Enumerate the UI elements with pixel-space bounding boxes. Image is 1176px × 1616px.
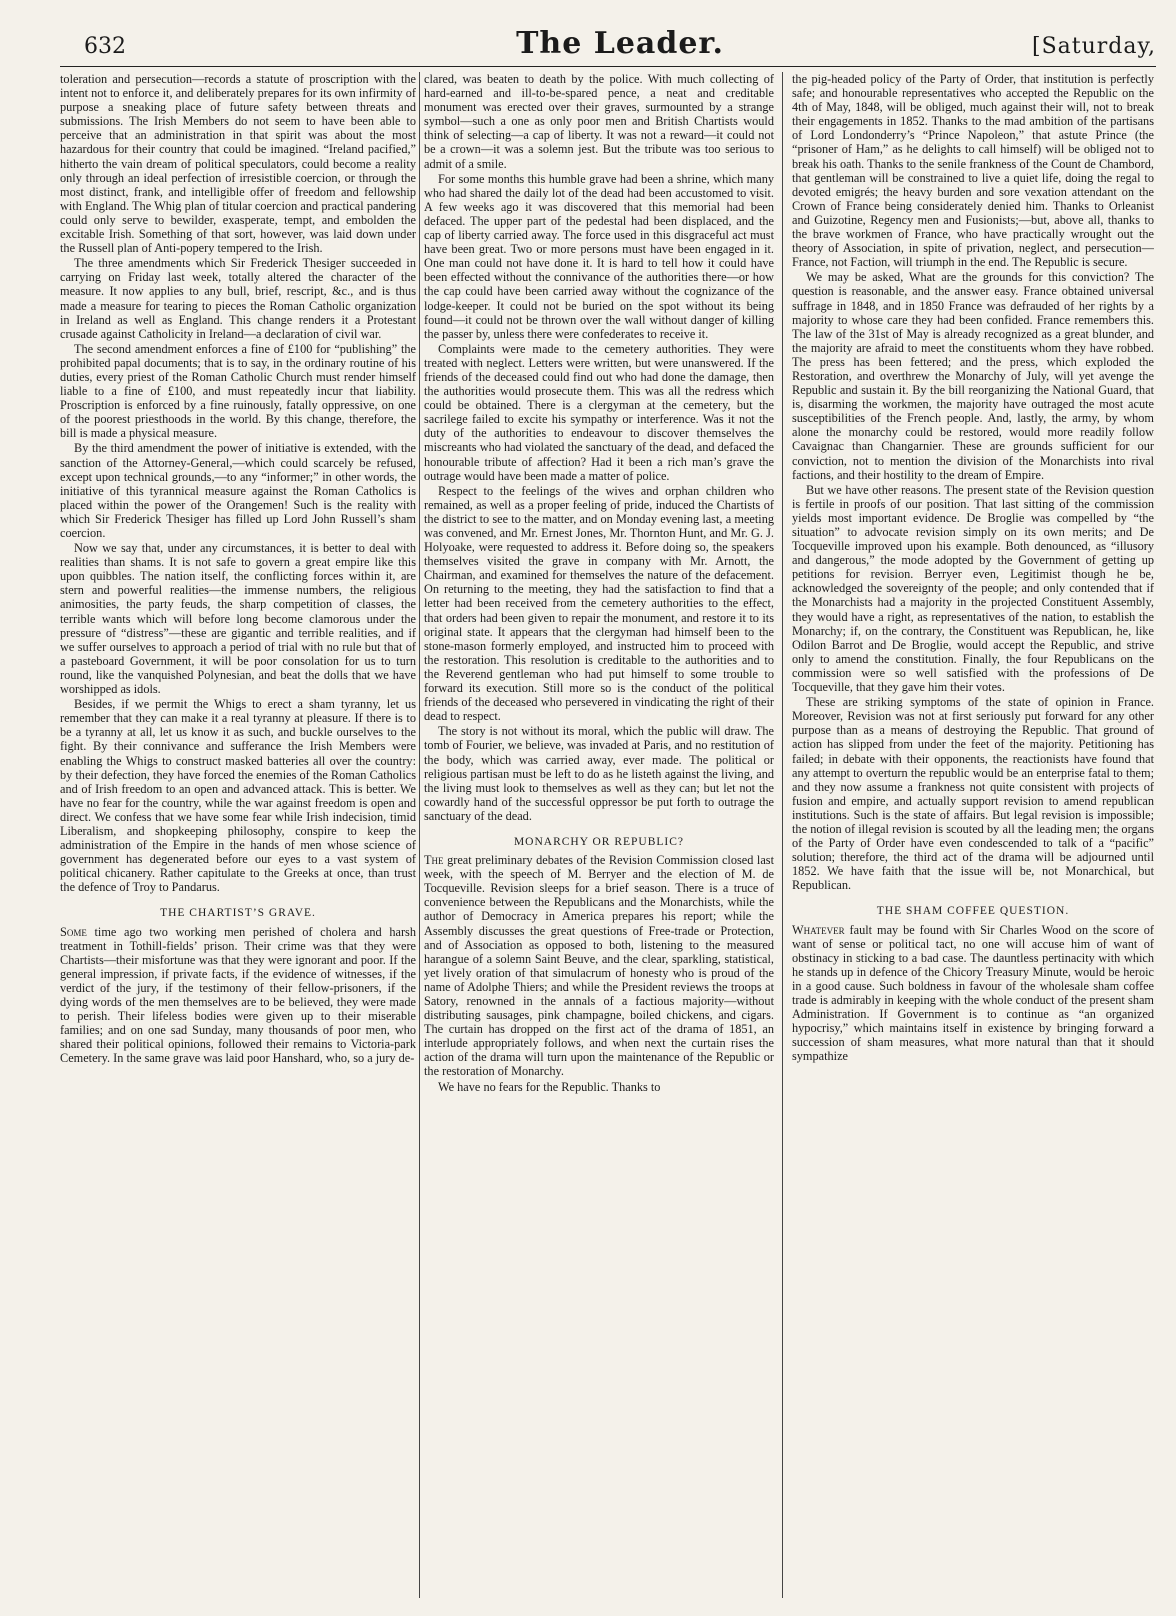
paragraph: We have no fears for the Republic. Thanks to: [438, 1079, 661, 1094]
article-heading: THE SHAM COFFEE QUESTION.: [876, 905, 1070, 918]
column-1: [60, 72, 416, 1598]
issue-day: [Saturday,: [1032, 34, 1156, 59]
paragraph: clared, was beaten to death by the police. With much collecting of hard-earned and ill-to-be-spared pence, a neat and creditable monument was erected over their graves, surmounted by a strange symbol—such a one as only poor men and British Chartists would think of selecting—a cap of liberty. It was not a reward—it could not be a crown—it was a solemn jest. But the tribute was too serious to admit of a smile.: [424, 72, 774, 171]
paragraph: Besides, if we permit the Whigs to erect a sham tyranny, let us remember that they can make it a real tyranny at pleasure. If there is to be a tyranny at all, let us know it as such, and buckle ourselves to the fight. By their connivance and sufferance the Irish Members were enabling the Whigs to construct masked batteries all over the country: by their defection, they have forced the enemies of the Roman Catholics and of Irish freedom to an open and advanced attack. This is better. We have no fear for the country, while the war against freedom is open and direct. We confess that we have some fear while Irish indecision, timid Liberalism, and shopkeeping philosophy, conspire to keep the administration of the Empire in the hands of men whose science of government has degenerated before our eyes to a vast system of political chicanery. Rather capitulate to the Greeks at once, than trust the defence of Troy to Pandarus.: [60, 697, 416, 895]
paragraph: toleration and persecution—records a statute of proscription with the intent not to enforce it, and deliberately prepares for its own infirmity of purpose a sneaking place of future safety between threats and submissions. The Irish Members do not seem to have been able to perceive that an administration in that spirit was about the most hazardous for their country that could be imagined. “Ireland pacified,” hitherto the vain dream of political speculators, could become a reality only through an ideal perfection of irresistible coercion, or through the most distinct, frank, and intelligible offer of freedom and fellowship with England. The Whig plan of titular coercion and practical pandering could only serve to bewilder, exasperate, tempt, and embolden the excitable Irish. Something of that sort, however, was laid down under the Russell plan of Anti-popery tempered to the Irish.: [60, 72, 416, 256]
paragraph: [792, 923, 1154, 1064]
lead-word: Whatever: [792, 922, 845, 937]
paragraph: The second amendment enforces a fine of £100 for “publishing” the prohibited papal documents; that is to say, in the ordinary routine of his duties, every priest of the Roman Catholic Church must render himself liable to a fine of £100, and must repeatedly incur that liability. Proscription is enforced by a fine ruinously, fatally oppressive, on one of the poorest priesthoods in the world. By this change, therefore, the bill is made a physical measure.: [60, 341, 416, 441]
paragraph: By the third amendment the power of initiative is extended, with the sanction of the Attorney-General,—which could scarcely be refused, except upon technical grounds,—to any “informer;” in other words, the initiative of this tyrannical measure against the Roman Catholics is placed within the power of the Orangemen! Such is the reality with which Sir Frederick Thesiger has filled up Lord John Russell’s sham coercion.: [60, 441, 416, 540]
column-3: [792, 72, 1154, 1598]
paragraph: Respect to the feelings of the wives and orphan children who remained, as well as a proper feeling of pride, induced the Chartists of the district to see to the matter, and on Monday evening last, a meeting was convened, and Mr. Ernest Jones, Mr. Thornton Hunt, and Mr. G. J. Holyoake, were requested to address it. Before doing so, the speakers themselves visited the grave in company with Mr. Arnott, the Chairman, and examined for themselves the nature of the defacement. On returning to the meeting, they had the satisfaction to find that a letter had been received from the cemetery authorities to the effect, that orders had been given to repair the monument, and restore it to its original state. It appears that the clergyman had himself been to the stone-mason formerly employed, and instructed him to proceed with the restoration. This resolution is creditable to the authorities and to the Reverend gentleman who had put himself to some trouble to forward its execution. Still more so is the conduct of the political friends of the deceased who persevered in vindicating the right of their dead to respect.: [424, 483, 774, 724]
paragraph: These are striking symptoms of the state of opinion in France. Moreover, Revision was not at first seriously put forward for any other purpose than as a means of destroying the Republic. That ground of action has slipped from under the feet of the majority. Petitioning has failed; in debate with their opponents, the reactionists have found that any attempt to overturn the republic would be an enterprise fatal to them; and they now assume a frankness not quite consistent with projects of fusion and empire, and actually support revision to amend republican institutions. Such is the state of affairs. But legal revision is impossible; the notion of illegal revision is scouted by all the leading men; the organs of the Party of Order have even condescended to talk of a “pacific” solution; therefore, the third act of the drama will be adjourned until 1852. We have faith that the issue will be, not Monarchical, but Republican.: [792, 695, 1154, 893]
column-divider: [782, 72, 783, 1598]
paragraph-body: great preliminary debates of the Revision Commission closed last week, with the speech of M. Berryer and the election of M. de Tocqueville. Revision sleeps for a brief season. There is a truce of convenience between the Republicans and the Monarchists, while the author of Democracy in America prepares his report; while the Assembly discusses the great questions of Free-trade or Protection, and of Association as opposed to both, listening to the measured harangue of a solemn Saint Beuve, and the clear, sparkling, statistical, yet lively oration of that simulacrum of honesty who is proud of the name of Adolphe Thiers; and while the President reviews the troops at Satory, renowned in the annals of a factious majority—without distributing sausages, pink champagne, boiled chickens, and cigars. The curtain has dropped on the first act of the drama of 1851, an interlude appropriately follows, and when next the curtain rises the action of the drama will turn upon the maintenance of the Republic or the restoration of Monarchy.: [424, 853, 774, 1079]
paragraph: The three amendments which Sir Frederick Thesiger succeeded in carrying on Friday last week, totally altered the character of the measure. It now applies to any bull, brief, rescript, &c., and is thus made a measure for tearing to pieces the Roman Catholic organization in Ireland as well as England. This change renders it a Protestant crusade against Catholicity in Ireland—a declaration of civil war.: [60, 256, 416, 341]
paragraph-body: time ago two working men perished of cholera and harsh treatment in Tothill-fields’ prison. Their crime was that they were Chartists—their misfortune was that they were ignorant and poor. If the general impression, if private facts, if the evidence of witnesses, if the verdict of the jury, if the testimony of their fellow-prisoners, if the dying words of the men themselves are to be believed, they were made to perish. Their lifeless bodies were given up to their miserable families; and on one sad Sunday, many thousands of poor men, who shared their political opinions, followed their remains to Victoria-park Cemetery. In the same grave was laid poor Hanshard, who, so a jury de-: [60, 924, 416, 1066]
page-number: 632: [84, 34, 126, 59]
paragraph: [60, 925, 416, 1066]
paragraph: But we have other reasons. The present state of the Revision question is fertile in proofs of our position. That last sitting of the commission yields most important evidence. De Broglie was compelled by “the situation” to advocate revision simply on its own merits; and De Tocqueville improved upon his example. Both denounced, as “illusory and dangerous,” the mode adopted by the Government of getting up petitions for revision. Berryer even, Legitimist though he be, acknowledged the sovereignty of the people; and only contended that if the Monarchists had a majority in the projected Constituent Assembly, they would have a right, as representatives of the nation, to establish the Monarchy; if, on the contrary, the Constituent was Republican, he, like Odilon Barrot and De Broglie, would accept the Republic, and strive only to amend the constitution. Finally, the four Republicans on the commission were so well satisfied with the professions of De Tocqueville, that they gave him their votes.: [792, 482, 1154, 695]
lead-word: Some: [60, 924, 87, 939]
paragraph: Complaints were made to the cemetery authorities. They were treated with neglect. Letters were written, but were unanswered. If the friends of the deceased could find out who had done the damage, then the authorities would prosecute them. This was all the redress which could be obtained. There is a clergyman at the cemetery, but the sacrilege failed to excite his sympathy or interference. Was it not the duty of the authorities to endeavour to discover themselves the miscreants who had violated the sanctuary of the dead, and defaced the honourable tribute of affection? Had it been a rich man’s grave the outrage would have been made a matter of police.: [424, 341, 774, 483]
paragraph-body: fault may be found with Sir Charles Wood on the score of want of sense or political tact, no one will accuse him of want of obstinacy in sticking to a bad case. The dauntless pertinacity with which he stands up in defence of the Chicory Treasury Minute, would be heroic in a good cause. Such boldness in favour of the wholesale sham coffee trade is admirably in keeping with the whole conduct of the present sham Administration. If Government is to continue as “an organized hypocrisy,” which maintains itself in existence by bringing forward a succession of sham measures, what more natural than that it should sympathize: [792, 922, 1154, 1064]
paragraph: We may be asked, What are the grounds for this conviction? The question is reasonable, and the answer easy. France obtained universal suffrage in 1848, and in 1850 France was defrauded of her rights by a majority to whose care they had been confided. France remembers this. The law of the 31st of May is already recognized as a great blunder, and the majority are afraid to meet the constituents whom they have robbed. The press has been fettered; and the press, which exploded the Restoration, and overthrew the Monarchy of July, will yet avenge the Republic and sustain it. By the bill reorganizing the National Guard, that is, disarming the workmen, the majority have outraged the most acute susceptibilities of the French people. And, lastly, the army, by whom alone the monarchy could be restored, would more readily follow Cavaignac than Changarnier. These are grounds sufficient for our conviction, not to mention the division of the Monarchists into rival factions, and their hostility to the dream of Empire.: [792, 270, 1154, 482]
paragraph: The story is not without its moral, which the public will draw. The tomb of Fourier, we believe, was invaded at Paris, and no restitution of the body, which was carried away, ever made. The political or religious partisan must be left to do as he listeth against the living, and the living must look to themselves as well as they can; but let not the cowardly hand of the successful oppressor be put forth to outrage the sanctuary of the dead.: [424, 724, 774, 823]
article-heading: MONARCHY OR REPUBLIC?: [513, 835, 685, 848]
paragraph: the pig-headed policy of the Party of Order, that institution is perfectly safe; and honourable representatives who accepted the Republic on the 4th of May, 1848, will be obliged, much against their will, not to break their engagements in 1852. Thanks to the mad ambition of the partisans of Lord Londonderry’s “Prince Napoleon,” that astute Prince (the “prisoner of Ham,” as he delights to call himself) will be obliged not to break his oath. Thanks to the senile frankness of the Count de Chambord, that gentleman will be constrained to live a quiet life, doing the regal to devoted emigrés; the heavy burden and sore vexation attendant on the Crown of France being considerately denied him. Thanks to Orleanist and Guizotine, Regency men and Fusionists;—but, above all, thanks to the brave workmen of France, who have practically wrought out the theory of Association, in spite of privation, neglect, and persecution—France, not Faction, will triumph in the end. The Republic is secure.: [792, 72, 1154, 270]
column-2: [424, 72, 774, 1598]
lead-word: The: [424, 853, 444, 868]
header-rule: [60, 66, 1156, 67]
paragraph: Now we say that, under any circumstances, it is better to deal with realities than shams. It is not safe to govern a great empire like this upon quibbles. The nation itself, the conflicting forces within it, are stern and powerful realities—the immense numbers, the religious animosities, the party feuds, the sharp competition of classes, the terrible wants which will before long become clamorous under the pressure of “distress”—these are gigantic and terrible realities, and if we suffer ourselves to approach a period of trial with no rule but that of a pasteboard Government, it will be poor consolation for us to turn round, like the vanquished Polynesian, and beat the dolls that we have worshipped as idols.: [60, 541, 416, 697]
article-heading: THE CHARTIST’S GRAVE.: [160, 907, 316, 920]
paragraph: For some months this humble grave had been a shrine, which many who had shared the daily lot of the dead had been accustomed to visit. A few weeks ago it was discovered that this memorial had been defaced. The upper part of the pedestal had been displaced, and the cap of liberty carried away. The force used in this disgraceful act must have been great. Two or more persons must have been engaged in it. One man could not have done it. It is hard to tell how it could have been effected without the connivance of the authorities there—or how the cap could have been carried away without the cognizance of the lodge-keeper. It could not be buried on the spot without its being found—it could not be thrown over the wall without danger of killing the passer by, unless there were confederates to receive it.: [424, 171, 774, 341]
column-divider: [419, 72, 420, 1598]
paragraph: [424, 853, 774, 1079]
newspaper-title: The Leader.: [516, 26, 724, 61]
